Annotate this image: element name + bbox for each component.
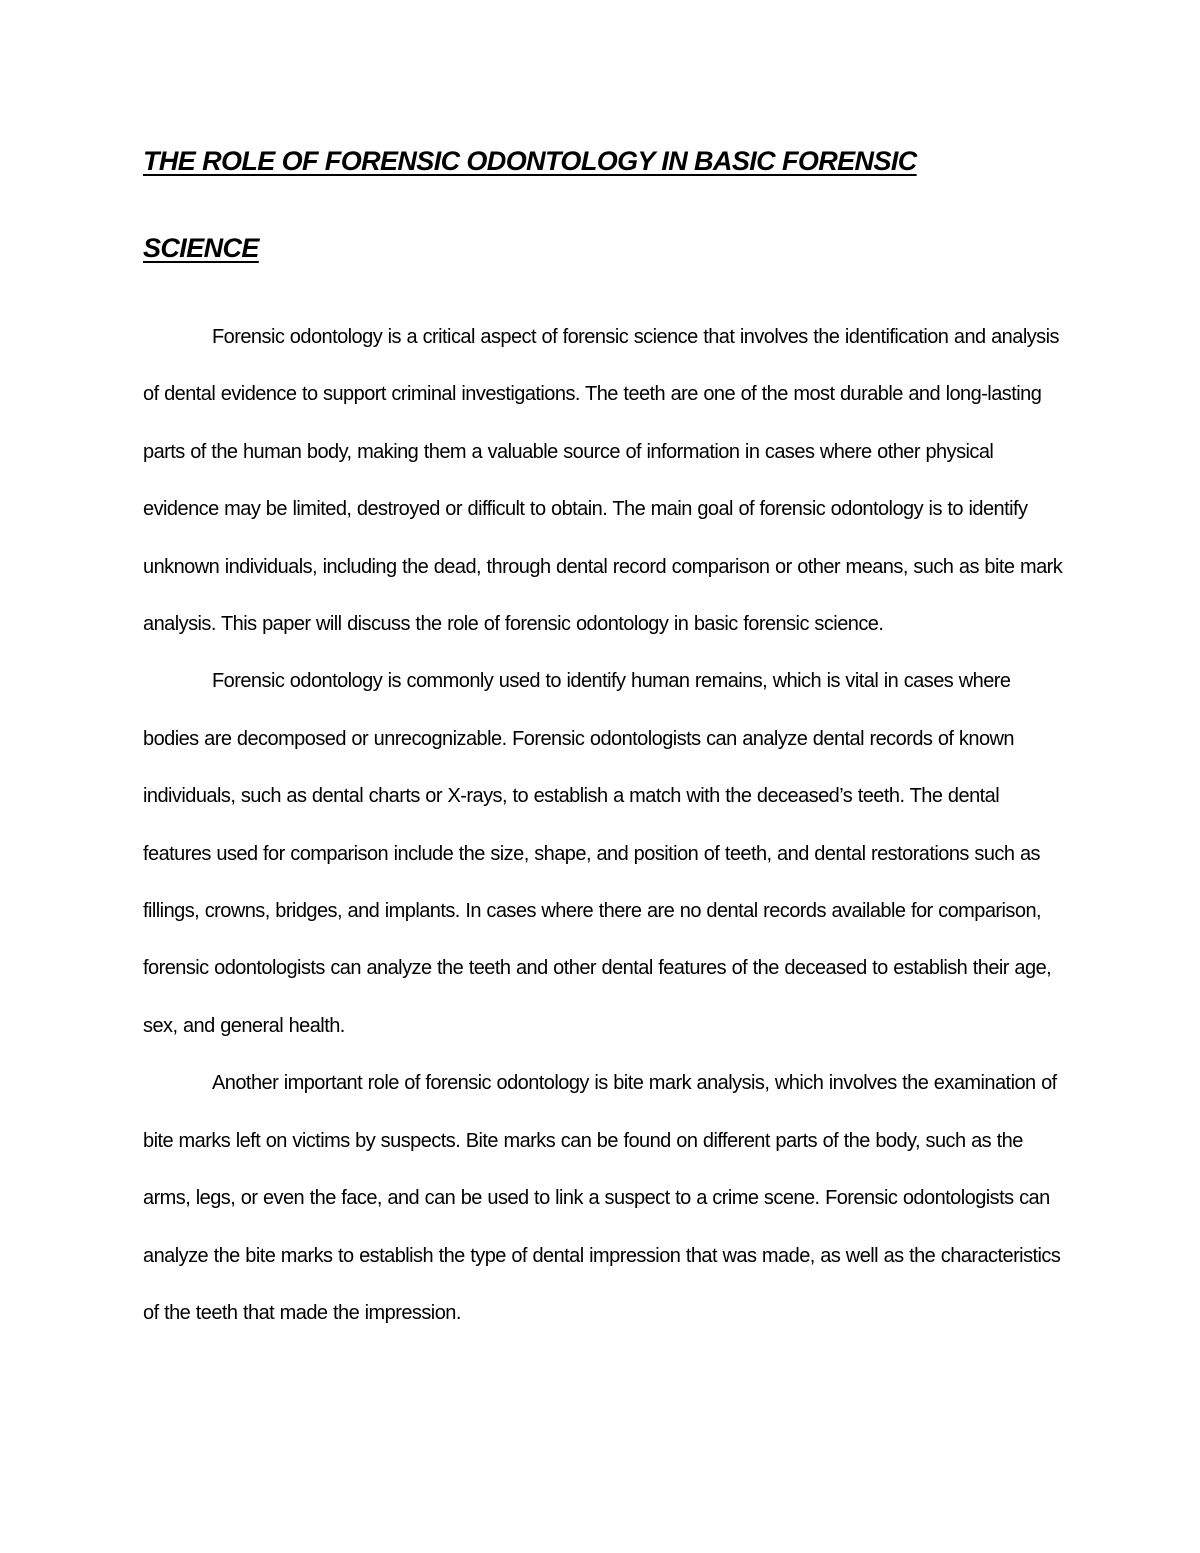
document-body [143,309,1063,1342]
paragraph-1: Forensic odontology is a critical aspect of forensic science that involves the identification and analysis of dental evidence to support criminal investigations. The teeth are one of the most durable and long-lasting parts of the human body, making them a valuable source of information in cases where other physical evidence may be limited, destroyed or difficult to obtain. The main goal of forensic odontology is to identify unknown individuals, including the dead, through dental record comparison or other means, such as bite mark analysis. This paper will discuss the role of forensic odontology in basic forensic science. [143,326,1063,636]
paragraph-3: Another important role of forensic odontology is bite mark analysis, which involves the examination of bite marks left on victims by suspects. Bite marks can be found on different parts of the body, such as the arms, legs, or even the face, and can be used to link a suspect to a crime scene. Forensic odontologists can analyze the bite marks to establish the type of dental impression that was made, as well as the characteristics of the teeth that made the impression. [143,1072,1061,1324]
document-title-line-2: SCIENCE [143,233,259,263]
paragraph-2: Forensic odontology is commonly used to identify human remains, which is vital in cases where bodies are decomposed or unrecognizable. Forensic odontologists can analyze dental records of known individuals, such as dental charts or X-rays, to establish a match with the deceased’s teeth. The dental features used for comparison include the size, shape, and position of teeth, and dental restorations such as fillings, crowns, bridges, and implants. In cases where there are no dental records available for comparison, forensic odontologists can analyze the teeth and other dental features of the deceased to establish their age, sex, and general health. [143,670,1052,1037]
document-title-line-1: THE ROLE OF FORENSIC ODONTOLOGY IN BASIC FORENSIC [143,146,917,176]
